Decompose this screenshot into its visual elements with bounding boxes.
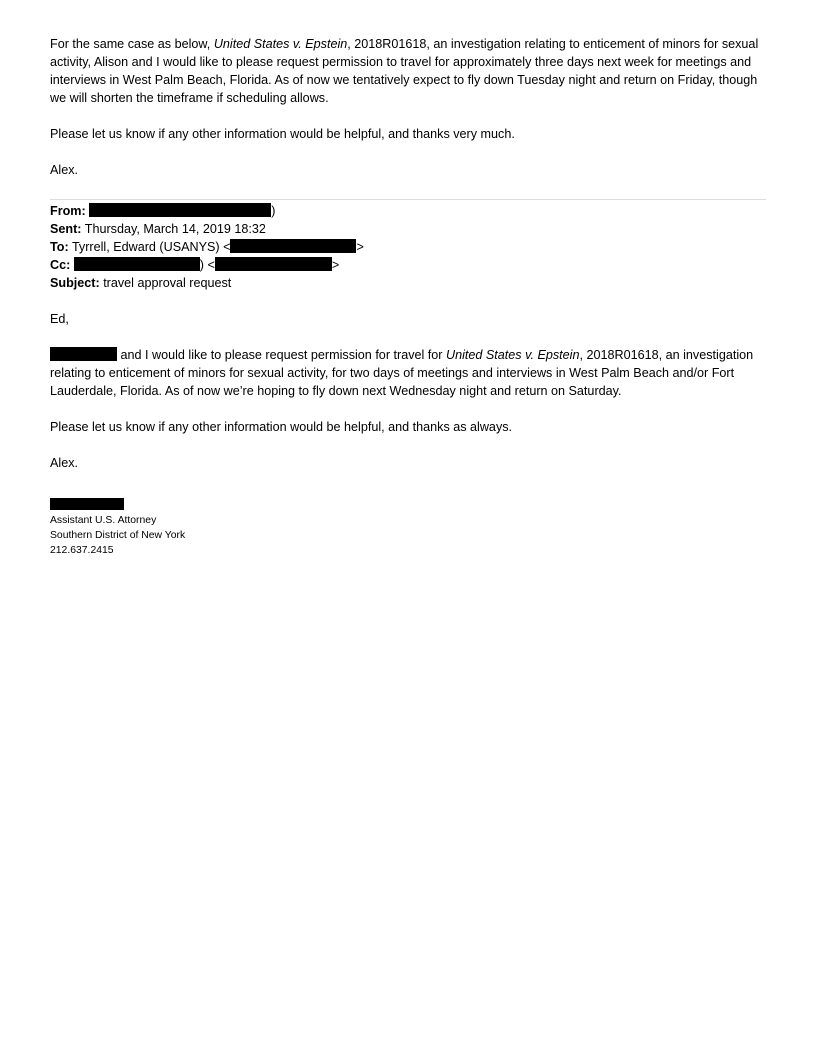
sent-label: Sent: — [50, 222, 82, 236]
signature-block — [50, 498, 766, 558]
reply-p1-text-start: For the same case as below, — [50, 37, 214, 51]
from-line — [50, 202, 766, 220]
signature-title: Assistant U.S. Attorney — [50, 515, 157, 526]
cc-mid: ) < — [199, 258, 215, 272]
redaction-to-email — [230, 239, 356, 253]
redaction-signature-name — [50, 498, 124, 510]
to-suffix: > — [356, 240, 364, 254]
subject-line — [50, 274, 766, 292]
cc-label: Cc: — [50, 258, 71, 272]
original-salutation: Ed, — [50, 312, 69, 326]
to-line — [50, 238, 766, 256]
reply-p1-text-end: , 2018R01618, an investigation relating to enticement of minors for sexual activity, Alison and I would like to please request permission to travel for approximately three days next week for meetings and interviews in West Palm Beach, Florida. As of now we tentatively expect to fly down Tuesday night and return on Friday, though we will shorten the timeframe if scheduling allows. — [50, 37, 759, 105]
reply-signoff: Alex. — [50, 163, 78, 177]
forwarded-header — [50, 202, 766, 292]
case-name: United States v. Epstein — [446, 348, 580, 362]
subject-label: Subject: — [50, 276, 100, 290]
to-label: To: — [50, 240, 69, 254]
original-p1-text-end: , 2018R01618, an investigation relating to enticement of minors for sexual activity, for two days of meetings and interviews in West Palm Beach and/or Fort Lauderdale, Florida. As of now we’re hoping to fly down next Wednesday night and return on Saturday. — [50, 348, 754, 398]
from-label: From: — [50, 204, 86, 218]
original-paragraph-1 — [50, 346, 766, 400]
cc-suffix: > — [331, 258, 340, 272]
original-paragraph-2: Please let us know if any other information would be helpful, and thanks as always. — [50, 420, 513, 434]
original-signoff: Alex. — [50, 456, 78, 470]
message-separator — [50, 199, 766, 200]
case-name: United States v. Epstein — [213, 37, 348, 51]
reply-paragraph-2: Please let us know if any other information would be helpful, and thanks very much. — [50, 127, 515, 141]
reply-paragraph-1 — [50, 35, 766, 107]
redaction-coauthor — [50, 347, 117, 361]
cc-line — [50, 256, 766, 274]
signature-office: Southern District of New York — [50, 530, 186, 541]
sent-value: Thursday, March 14, 2019 18:32 — [84, 222, 266, 236]
sent-line — [50, 220, 766, 238]
subject-value: travel approval request — [103, 276, 232, 290]
redaction-cc-name — [74, 257, 200, 271]
email-document — [50, 35, 766, 558]
redaction-cc-email — [215, 257, 332, 271]
signature-phone: 212.637.2415 — [50, 545, 114, 556]
to-value: Tyrrell, Edward (USANYS) < — [71, 240, 231, 254]
original-p1-text-start: and I would like to please request permission for travel for — [117, 348, 446, 362]
from-suffix: ) — [271, 204, 276, 218]
redaction-from — [89, 203, 271, 217]
